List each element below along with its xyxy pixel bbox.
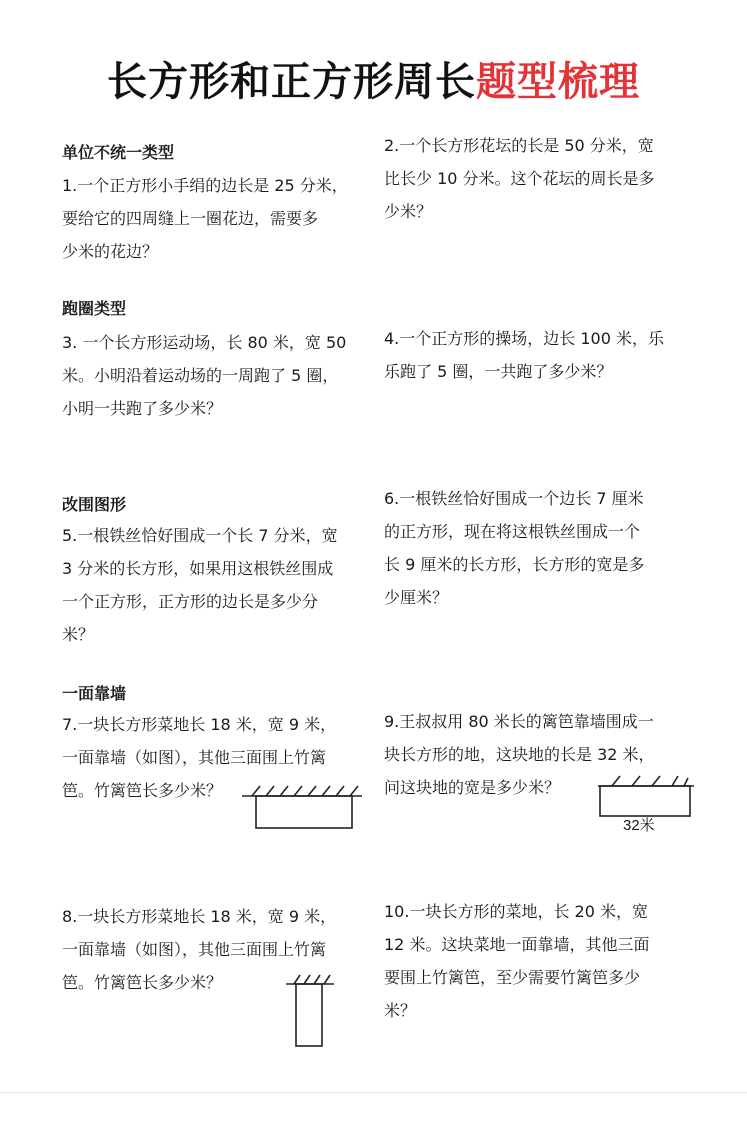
page-bottom-divider (0, 1092, 747, 1093)
section-heading-reshape: 改围图形 (62, 495, 127, 514)
title-main: 长方形和正方形周长 (107, 59, 476, 105)
figure-q7-wall-rectangle (238, 782, 368, 834)
question-line: 的正方形，现在将这根铁丝围成一个 (384, 522, 641, 541)
question-line: 问这块地的宽是多少米？ (384, 778, 561, 797)
question-line: 块长方形的地，这块地的长是 32 米， (384, 745, 655, 764)
question-line: 米。小明沿着运动场的一周跑了 5 圈， (62, 366, 339, 385)
question-line: 少厘米？ (384, 588, 449, 607)
question-line: 要给它的四周缝上一圈花边，需要多 (62, 209, 319, 228)
question-line: 5.一根铁丝恰好围成一个长 7 分米，宽 (62, 526, 338, 545)
title-highlight: 题型梳理 (476, 59, 640, 105)
figure-q9-wall-rectangle (590, 770, 700, 820)
question-line: 少米的花边？ (62, 242, 159, 261)
section-heading-laps: 跑圈类型 (62, 299, 127, 318)
question-line: 乐跑了 5 圈，一共跑了多少米？ (384, 362, 613, 381)
question-line: 米？ (384, 1001, 417, 1020)
question-line: 要围上竹篱笆，至少需要竹篱笆多少 (384, 968, 641, 987)
question-1 (62, 169, 348, 268)
question-line: 8.一块长方形菜地长 18 米，宽 9 米， (62, 907, 337, 926)
question-line: 3 分米的长方形，如果用这根铁丝围成 (62, 559, 334, 578)
page-title (0, 52, 747, 112)
question-line: 1.一个正方形小手绢的边长是 25 分米， (62, 176, 348, 195)
question-line: 3. 一个长方形运动场，长 80 米，宽 50 (62, 333, 347, 352)
question-line: 2.一个长方形花坛的长是 50 分米，宽 (384, 136, 654, 155)
question-line: 一面靠墙（如图），其他三面围上竹篱 (62, 940, 327, 959)
section-heading-unit: 单位不统一类型 (62, 143, 175, 162)
question-5 (62, 519, 338, 651)
question-line: 9.王叔叔用 80 米长的篱笆靠墙围成一 (384, 712, 654, 731)
figure-q8-wall-rectangle (282, 970, 342, 1052)
question-line: 一面靠墙（如图），其他三面围上竹篱 (62, 748, 327, 767)
question-10 (384, 895, 649, 1027)
question-line: 小明一共跑了多少米？ (62, 399, 223, 418)
question-6 (384, 482, 644, 614)
question-line: 一个正方形，正方形的边长是多少分 (62, 592, 319, 611)
question-line: 6.一根铁丝恰好围成一个边长 7 厘米 (384, 489, 644, 508)
section-heading-wall: 一面靠墙 (62, 684, 127, 703)
question-line: 4.一个正方形的操场，边长 100 米，乐 (384, 329, 664, 348)
question-3 (62, 326, 346, 425)
figure-q9-length-label: 32米 (623, 817, 655, 834)
question-line: 笆。竹篱笆长多少米？ (62, 781, 223, 800)
question-4 (384, 322, 664, 388)
question-line: 10.一块长方形的菜地，长 20 米，宽 (384, 902, 648, 921)
question-line: 12 米。这块菜地一面靠墙，其他三面 (384, 935, 650, 954)
question-line: 笆。竹篱笆长多少米？ (62, 973, 223, 992)
question-line: 米？ (62, 625, 95, 644)
question-line: 少米？ (384, 202, 433, 221)
question-line: 长 9 厘米的长方形，长方形的宽是多 (384, 555, 645, 574)
question-2 (384, 129, 655, 228)
question-line: 7.一块长方形菜地长 18 米，宽 9 米， (62, 715, 337, 734)
question-line: 比长少 10 分米。这个花坛的周长是多 (384, 169, 655, 188)
